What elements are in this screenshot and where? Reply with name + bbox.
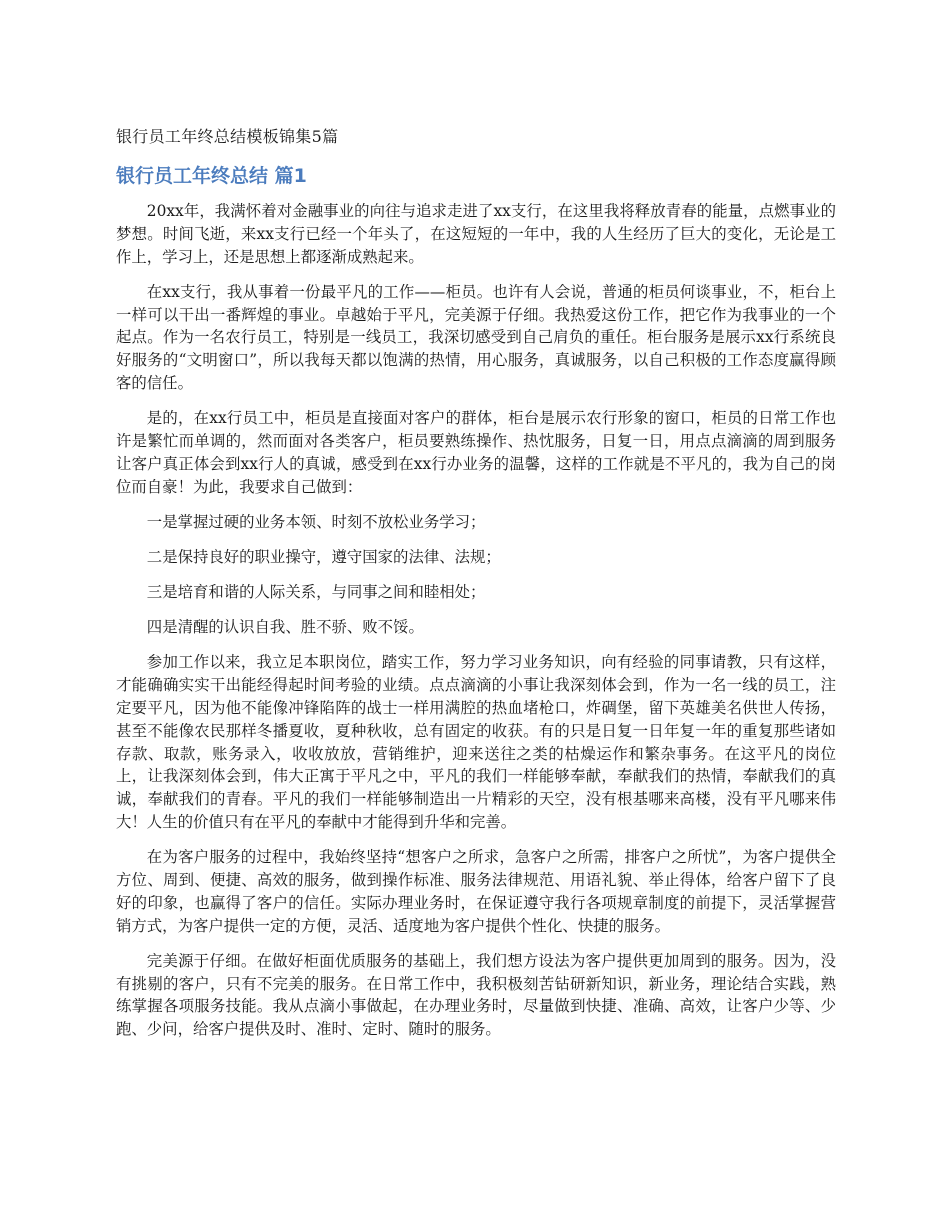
paragraph-frontline: 是的，在xx行员工中，柜员是直接面对客户的群体，柜台是展示农行形象的窗口，柜员的日常工作也许是繁忙而单调的，然而面对各类客户，柜员要熟练操作、热忱服务，日复一日，用点点滴滴的周到服务让客户真正体会到xx行人的真诚，感受到在xx行办业务的温馨，这样的工作就是不平凡的，我为自己的岗位而自豪！为此，我要求自己做到： (116, 409, 836, 496)
list-item-goal-3: 三是培育和谐的人际关系，与同事之间和睦相处； (146, 583, 486, 602)
paragraph-ordinary-work: 参加工作以来，我立足本职岗位，踏实工作，努力学习业务知识，向有经验的同事请教，只有这样，才能确确实实干出能经得起时间考验的业绩。点点滴滴的小事让我深刻体会到，作为一名一线的员工，注定要平凡，因为他不能像冲锋陷阵的战士一样用满腔的热血堵枪口，炸碉堡，留下英雄美名供世人传扬，甚至不能像农民那样冬播夏收，夏种秋收，总有固定的收获。有的只是日复一日年复一年的重复那些诸如存款、取款，账务录入，收收放放，营销维护，迎来送往之类的枯燥运作和繁杂事务。在这平凡的岗位上，让我深刻体会到，伟大正寓于平凡之中，平凡的我们一样能够奉献，奉献我们的热情，奉献我们的真诚，奉献我们的青春。平凡的我们一样能够制造出一片精彩的天空，没有根基哪来高楼，没有平凡哪来伟大！人生的价值只有在平凡的奉献中才能得到升华和完善。 (116, 653, 836, 832)
list-item-goal-1: 一是掌握过硬的业务本领、时刻不放松业务学习； (146, 512, 486, 531)
paragraph-perfection: 完美源于仔细。在做好柜面优质服务的基础上，我们想方设法为客户提供更加周到的服务。因为，没有挑剔的客户，只有不完美的服务。在日常工作中，我积极刻苦钻研新知识，新业务，理论结合实践，熟练掌握各项服务技能。我从点滴小事做起，在办理业务时，尽量做到快捷、准确、高效，让客户少等、少跑、少问，给客户提供及时、准时、定时、随时的服务。 (116, 951, 836, 1039)
list-item-goal-4: 四是清醒的认识自我、胜不骄、败不馁。 (146, 618, 424, 637)
section-heading: 银行员工年终总结 篇1 (116, 165, 307, 187)
document-title: 银行员工年终总结模板锦集5篇 (116, 127, 339, 146)
paragraph-customer-service: 在为客户服务的过程中，我始终坚持“想客户之所求，急客户之所需，排客户之所忧”，为客户提供全方位、周到、便捷、高效的服务，做到操作标准、服务法律规范、用语礼貌、举止得体，给客户留下了良好的印象，也赢得了客户的信任。实际办理业务时，在保证遵守我行各项规章制度的前提下，灵活掌握营销方式，为客户提供一定的方便，灵活、适度地为客户提供个性化、快捷的服务。 (116, 848, 836, 935)
paragraph-teller-role: 在xx支行，我从事着一份最平凡的工作——柜员。也许有人会说，普通的柜员何谈事业，不，柜台上一样可以干出一番辉煌的事业。卓越始于平凡，完美源于仔细。我热爱这份工作，把它作为我事业的一个起点。作为一名农行员工，特别是一线员工，我深切感受到自己肩负的重任。柜台服务是展示xx行系统良好服务的“文明窗口”，所以我每天都以饱满的热情，用心服务，真诚服务，以自己积极的工作态度赢得顾客的信任。 (116, 282, 836, 392)
list-item-goal-2: 二是保持良好的职业操守，遵守国家的法律、法规； (146, 547, 501, 566)
paragraph-intro: 20xx年，我满怀着对金融事业的向往与追求走进了xx支行，在这里我将释放青春的能量，点燃事业的梦想。时间飞逝，来xx支行已经一个年头了，在这短短的一年中，我的人生经历了巨大的变化，无论是工作上，学习上，还是思想上都逐渐成熟起来。 (116, 202, 836, 266)
document-body (116, 124, 836, 1053)
